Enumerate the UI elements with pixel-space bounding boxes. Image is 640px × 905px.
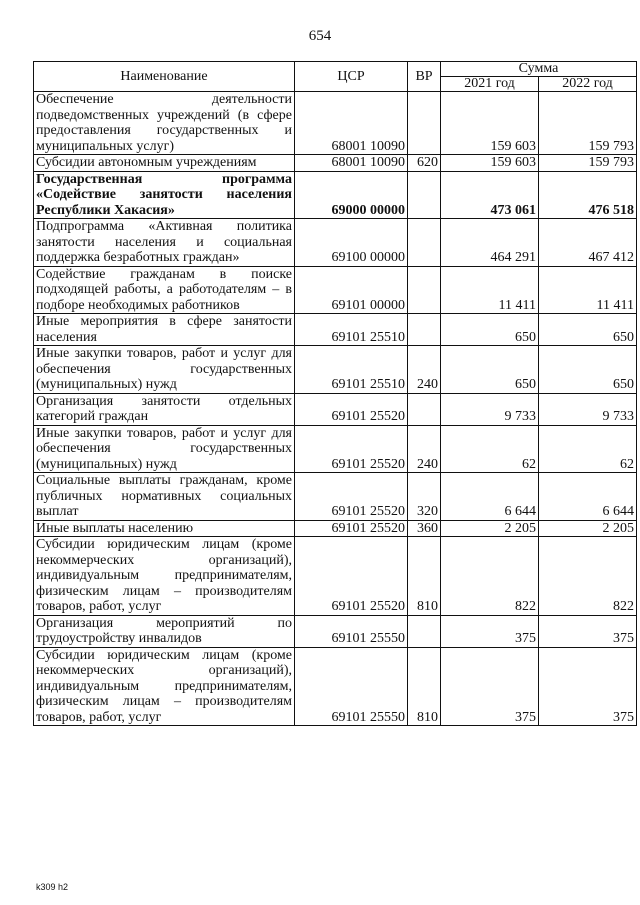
table-row	[34, 473, 637, 521]
row-sum-2022: 6 644	[539, 473, 637, 521]
table-row	[34, 92, 637, 155]
row-name: Государственная программа «Содействие занятости населения Республики Хакасия»	[34, 171, 295, 219]
row-name: Иные мероприятия в сфере занятости населения	[34, 314, 295, 346]
header-csr: ЦСР	[295, 62, 408, 92]
row-csr: 68001 10090	[295, 92, 408, 155]
row-sum-2022: 9 733	[539, 393, 637, 425]
table-row	[34, 520, 637, 537]
row-sum-2021: 650	[441, 314, 539, 346]
row-name: Содействие гражданам в поиске подходящей работы, а работодателям – в подборе необходимых работников	[34, 266, 295, 314]
table-row	[34, 647, 637, 726]
table-body	[34, 92, 637, 726]
table-row	[34, 314, 637, 346]
row-vr: 360	[408, 520, 441, 537]
header-sum: Сумма	[441, 62, 637, 77]
header-vr: ВР	[408, 62, 441, 92]
row-vr	[408, 171, 441, 219]
row-csr: 69101 25520	[295, 425, 408, 473]
row-sum-2021: 473 061	[441, 171, 539, 219]
row-sum-2021: 650	[441, 346, 539, 394]
row-vr	[408, 393, 441, 425]
table-row	[34, 615, 637, 647]
row-csr: 69101 25510	[295, 314, 408, 346]
row-sum-2021: 159 603	[441, 155, 539, 172]
row-sum-2022: 822	[539, 537, 637, 616]
row-name: Социальные выплаты гражданам, кроме публичных нормативных социальных выплат	[34, 473, 295, 521]
row-name: Иные выплаты населению	[34, 520, 295, 537]
row-name: Субсидии юридическим лицам (кроме некоммерческих организаций), индивидуальным предпринимателям, физическим лицам – производителям товаров, работ, услуг	[34, 647, 295, 726]
row-csr: 69101 25520	[295, 520, 408, 537]
row-vr	[408, 92, 441, 155]
row-sum-2022: 375	[539, 615, 637, 647]
table-row	[34, 171, 637, 219]
row-sum-2022: 467 412	[539, 219, 637, 267]
page-number: 654	[308, 28, 332, 44]
table-row	[34, 155, 637, 172]
row-sum-2022: 159 793	[539, 92, 637, 155]
footer-code: k309 h2	[36, 882, 69, 892]
row-csr: 69101 25520	[295, 473, 408, 521]
row-sum-2021: 464 291	[441, 219, 539, 267]
row-csr: 69101 25520	[295, 537, 408, 616]
row-csr: 68001 10090	[295, 155, 408, 172]
row-sum-2021: 9 733	[441, 393, 539, 425]
row-sum-2021: 375	[441, 615, 539, 647]
row-sum-2022: 2 205	[539, 520, 637, 537]
row-sum-2021: 2 205	[441, 520, 539, 537]
budget-table	[33, 61, 637, 726]
row-name: Иные закупки товаров, работ и услуг для обеспечения государственных (муниципальных) нужд	[34, 346, 295, 394]
row-sum-2022: 62	[539, 425, 637, 473]
row-sum-2021: 62	[441, 425, 539, 473]
row-sum-2022: 650	[539, 346, 637, 394]
table-row	[34, 346, 637, 394]
row-vr: 320	[408, 473, 441, 521]
row-sum-2021: 6 644	[441, 473, 539, 521]
table-row	[34, 266, 637, 314]
row-vr: 240	[408, 425, 441, 473]
table-row	[34, 425, 637, 473]
row-csr: 69101 00000	[295, 266, 408, 314]
row-sum-2022: 159 793	[539, 155, 637, 172]
row-sum-2022: 375	[539, 647, 637, 726]
row-sum-2021: 822	[441, 537, 539, 616]
header-year-2021: 2021 год	[441, 77, 539, 92]
row-csr: 69000 00000	[295, 171, 408, 219]
row-sum-2022: 650	[539, 314, 637, 346]
row-sum-2021: 375	[441, 647, 539, 726]
row-vr: 810	[408, 537, 441, 616]
table-row	[34, 219, 637, 267]
row-sum-2021: 11 411	[441, 266, 539, 314]
header-name: Наименование	[34, 62, 295, 92]
header-year-2022: 2022 год	[539, 77, 637, 92]
row-csr: 69101 25550	[295, 615, 408, 647]
row-csr: 69101 25520	[295, 393, 408, 425]
row-vr	[408, 615, 441, 647]
row-csr: 69101 25550	[295, 647, 408, 726]
table-row	[34, 537, 637, 616]
row-name: Субсидии автономным учреждениям	[34, 155, 295, 172]
row-sum-2022: 476 518	[539, 171, 637, 219]
row-vr	[408, 314, 441, 346]
table-row	[34, 393, 637, 425]
row-name: Организация мероприятий по трудоустройству инвалидов	[34, 615, 295, 647]
row-name: Обеспечение деятельности подведомственных учреждений (в сфере предоставления государственных и муниципальных услуг)	[34, 92, 295, 155]
row-name: Субсидии юридическим лицам (кроме некоммерческих организаций), индивидуальным предпринимателям, физическим лицам – производителям товаров, работ, услуг	[34, 537, 295, 616]
row-sum-2021: 159 603	[441, 92, 539, 155]
row-vr	[408, 219, 441, 267]
row-csr: 69100 00000	[295, 219, 408, 267]
row-name: Подпрограмма «Активная политика занятости населения и социальная поддержка безработных граждан»	[34, 219, 295, 267]
row-vr: 620	[408, 155, 441, 172]
row-name: Организация занятости отдельных категорий граждан	[34, 393, 295, 425]
row-vr	[408, 266, 441, 314]
row-name: Иные закупки товаров, работ и услуг для обеспечения государственных (муниципальных) нужд	[34, 425, 295, 473]
row-csr: 69101 25510	[295, 346, 408, 394]
row-vr: 810	[408, 647, 441, 726]
row-sum-2022: 11 411	[539, 266, 637, 314]
row-vr: 240	[408, 346, 441, 394]
